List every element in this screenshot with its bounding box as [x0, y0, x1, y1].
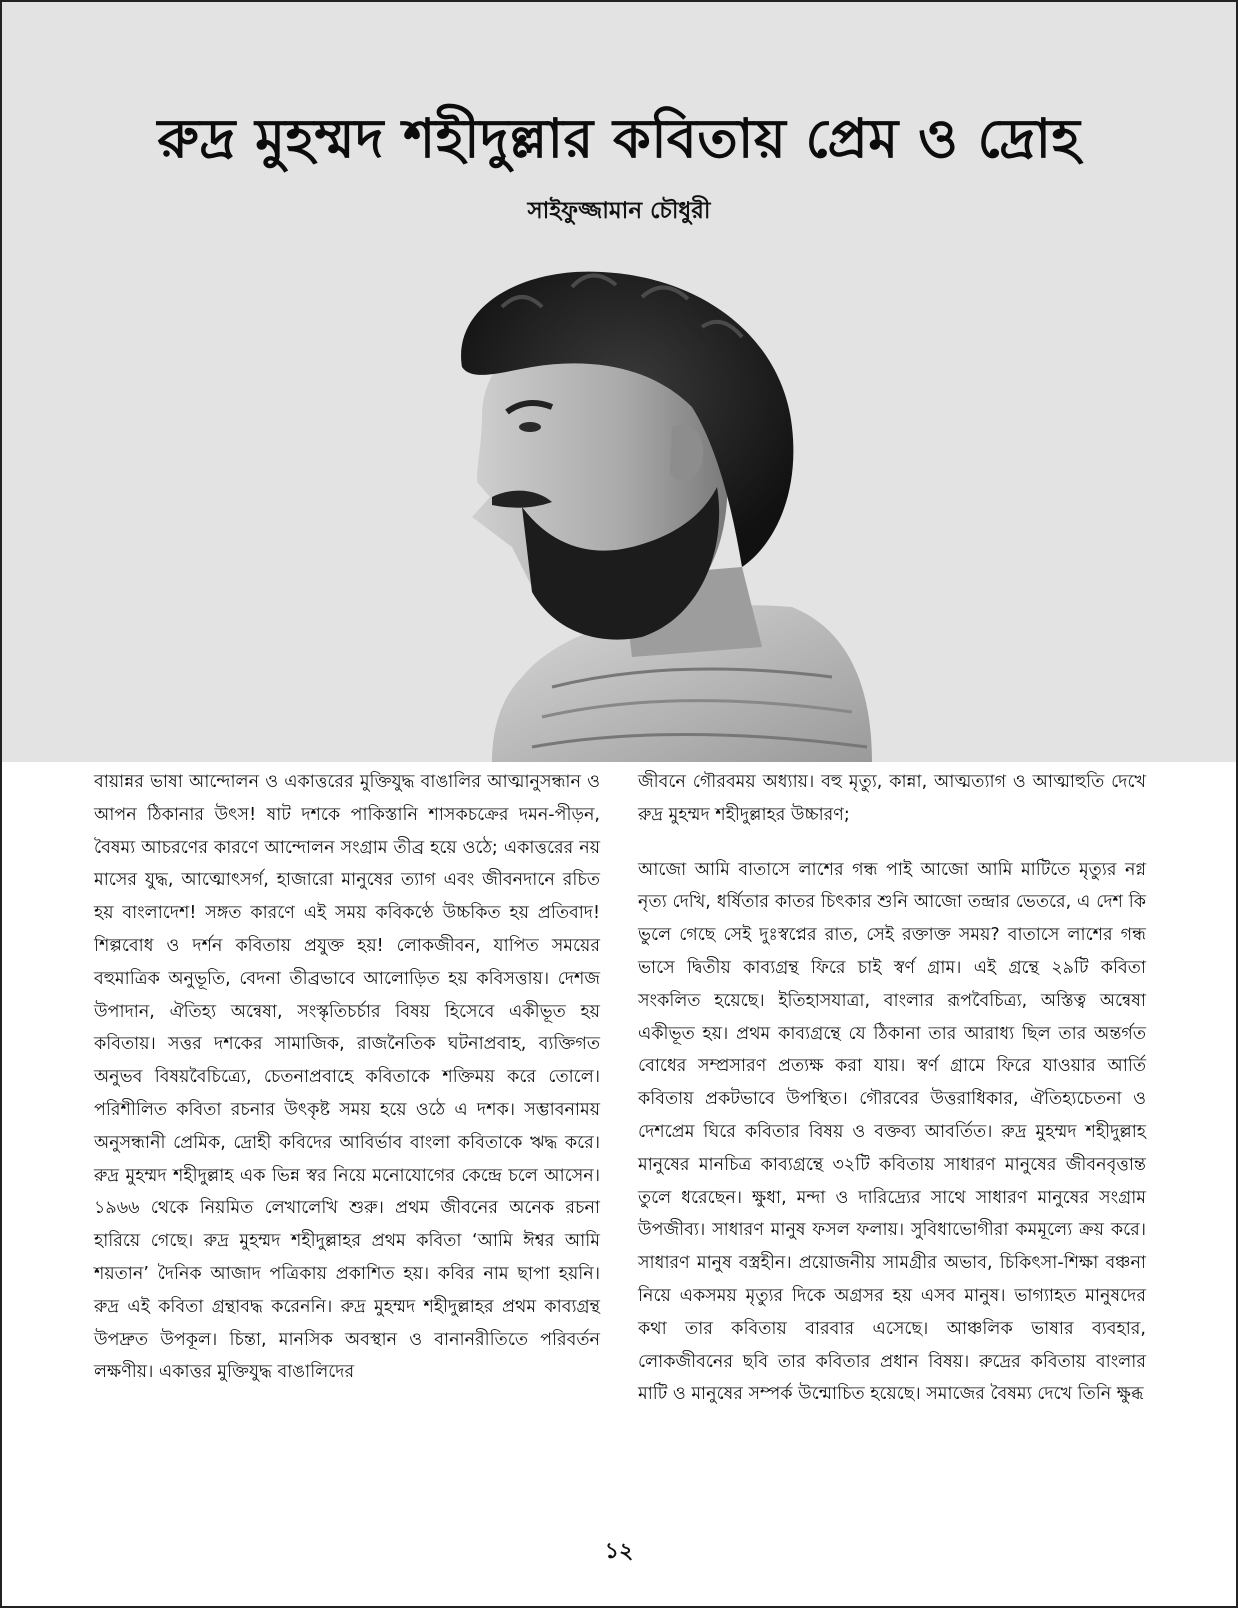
poet-portrait: [372, 247, 872, 762]
quoted-paragraph: আজো আমি বাতাসে লাশের গন্ধ পাই আজো আমি মাটিতে মৃত্যুর নগ্ন নৃত্য দেখি, ধর্ষিতার কাতর চিৎকার শুনি আজো তন্দ্রার ভেতরে, এ দেশ কি ভুলে গেছে সেই দুঃস্বপ্নের রাত, সেই রক্তাক্ত সময়? বাতাসে লাশের গন্ধ ভাসে দ্বিতীয় কাব্যগ্রন্থ ফিরে চাই স্বর্ণ গ্রাম। এই গ্রন্থে ২৯টি কবিতা সংকলিত হয়েছে। ইতিহাসযাত্রা, বাংলার রূপবৈচিত্র্য, অস্তিত্ব অন্বেষা একীভূত হয়। প্রথম কাব্যগ্রন্থে যে ঠিকানা তার আরাধ্য ছিল তার অন্তর্গত বোধের সম্প্রসারণ প্রত্যক্ষ করা যায়। স্বর্ণ গ্রামে ফিরে যাওয়ার আর্তি কবিতায় প্রকটভাবে উপস্থিত। গৌরবের উত্তরাধিকার, ঐতিহ্যচেতনা ও দেশপ্রেম ঘিরে কবিতার বিষয় ও বক্তব্য আবর্তিত। রুদ্র মুহম্মদ শহীদুল্লাহ মানুষের মানচিত্র কাব্যগ্রন্থে ৩২টি কবিতায় সাধারণ মানুষের জীবনবৃত্তান্ত তুলে ধরেছেন। ক্ষুধা, মন্দা ও দারিদ্র্যের সাথে সাধারণ মানুষের সংগ্রাম উপজীব্য। সাধারণ মানুষ ফসল ফলায়। সুবিধাভোগীরা কমমূল্যে ক্রয় করে। সাধারণ মানুষ বস্ত্রহীন। প্রয়োজনীয় সামগ্রীর অভাব, চিকিৎসা-শিক্ষা বঞ্চনা নিয়ে একসময় মৃত্যুর দিকে অগ্রসর হয় এসব মানুষ। ভাগ্যাহত মানুষদের কথা তার কবিতায় বারবার এসেছে। আঞ্চলিক ভাষার ব্যবহার, লোকজীবনের ছবি তার কবিতার প্রধান বিষয়। রুদ্রের কবিতায় বাংলার মাটি ও মানুষের সম্পর্ক উন্মোচিত হয়েছে। সমাজের বৈষম্য দেখে তিনি ক্ষুব্ধ: [638, 859, 1146, 1405]
body-paragraph: বায়ান্নর ভাষা আন্দোলন ও একাত্তরের মুক্তিযুদ্ধ বাঙালির আত্মানুসন্ধান ও আপন ঠিকানার উৎস! ষাট দশকে পাকিস্তানি শাসকচক্রের দমন-পীড়ন, বৈষম্য আচরণের কারণে আন্দোলন সংগ্রাম তীব্র হয়ে ওঠে; একাত্তরের নয় মাসের যুদ্ধ, আত্মোৎসর্গ, হাজারো মানুষের ত্যাগ এবং জীবনদানে রচিত হয় বাংলাদেশ! সঙ্গত কারণে এই সময় কবিকণ্ঠে উচ্চকিত হয় প্রতিবাদ! শিল্পবোধ ও দর্শন কবিতায় প্রযুক্ত হয়! লোকজীবন, যাপিত সময়ের বহুমাত্রিক অনুভূতি, বেদনা তীব্রভাবে আলোড়িত হয় কবিসত্তায়। দেশজ উপাদান, ঐতিহ্য অন্বেষা, সংস্কৃতিচর্চার বিষয় হিসেবে একীভূত হয় কবিতায়। সত্তর দশকের সামাজিক, রাজনৈতিক ঘটনাপ্রবাহ, ব্যক্তিগত অনুভব বিষয়বৈচিত্র্যে, চেতনাপ্রবাহে কবিতাকে শক্তিময় করে তোলে। পরিশীলিত কবিতা রচনার উৎকৃষ্ট সময় হয়ে ওঠে এ দশক। সম্ভাবনাময় অনুসন্ধানী প্রেমিক, দ্রোহী কবিদের আবির্ভাব বাংলা কবিতাকে ঋদ্ধ করে। রুদ্র মুহম্মদ শহীদুল্লাহ এক ভিন্ন স্বর নিয়ে মনোযোগের কেন্দ্রে চলে আসেন। ১৯৬৬ থেকে নিয়মিত লেখালেখি শুরু। প্রথম জীবনের অনেক রচনা হারিয়ে গেছে। রুদ্র মুহম্মদ শহীদুল্লাহর প্রথম কবিতা ‘আমি ঈশ্বর আমি শয়তান’ দৈনিক আজাদ পত্রিকায় প্রকাশিত হয়। কবির নাম ছাপা হয়নি। রুদ্র এই কবিতা গ্রন্থাবদ্ধ করেননি। রুদ্র মুহম্মদ শহীদুল্লাহর প্রথম কাব্যগ্রন্থ উপদ্রুত উপকূল। চিন্তা, মানসিক অবস্থান ও বানানরীতিতে পরিবর্তন লক্ষণীয়। একাত্তর মুক্তিযুদ্ধ বাঙালিদের: [94, 772, 600, 1383]
article-author: সাইফুজ্জামান চৌধুরী: [527, 198, 711, 224]
paragraph-gap: [638, 832, 1146, 854]
page-number: ১২: [604, 1539, 634, 1564]
right-column: [638, 766, 1146, 1411]
article-title: রুদ্র মুহম্মদ শহীদুল্লার কবিতায় প্রেম ও দ্রোহ: [157, 107, 1081, 170]
left-column: [94, 766, 600, 1389]
body-paragraph: জীবনে গৌরবময় অধ্যায়। বহু মৃত্যু, কান্না, আত্মত্যাগ ও আত্মাহুতি দেখে রুদ্র মুহম্মদ শহীদুল্লাহর উচ্চারণ;: [638, 772, 1146, 825]
